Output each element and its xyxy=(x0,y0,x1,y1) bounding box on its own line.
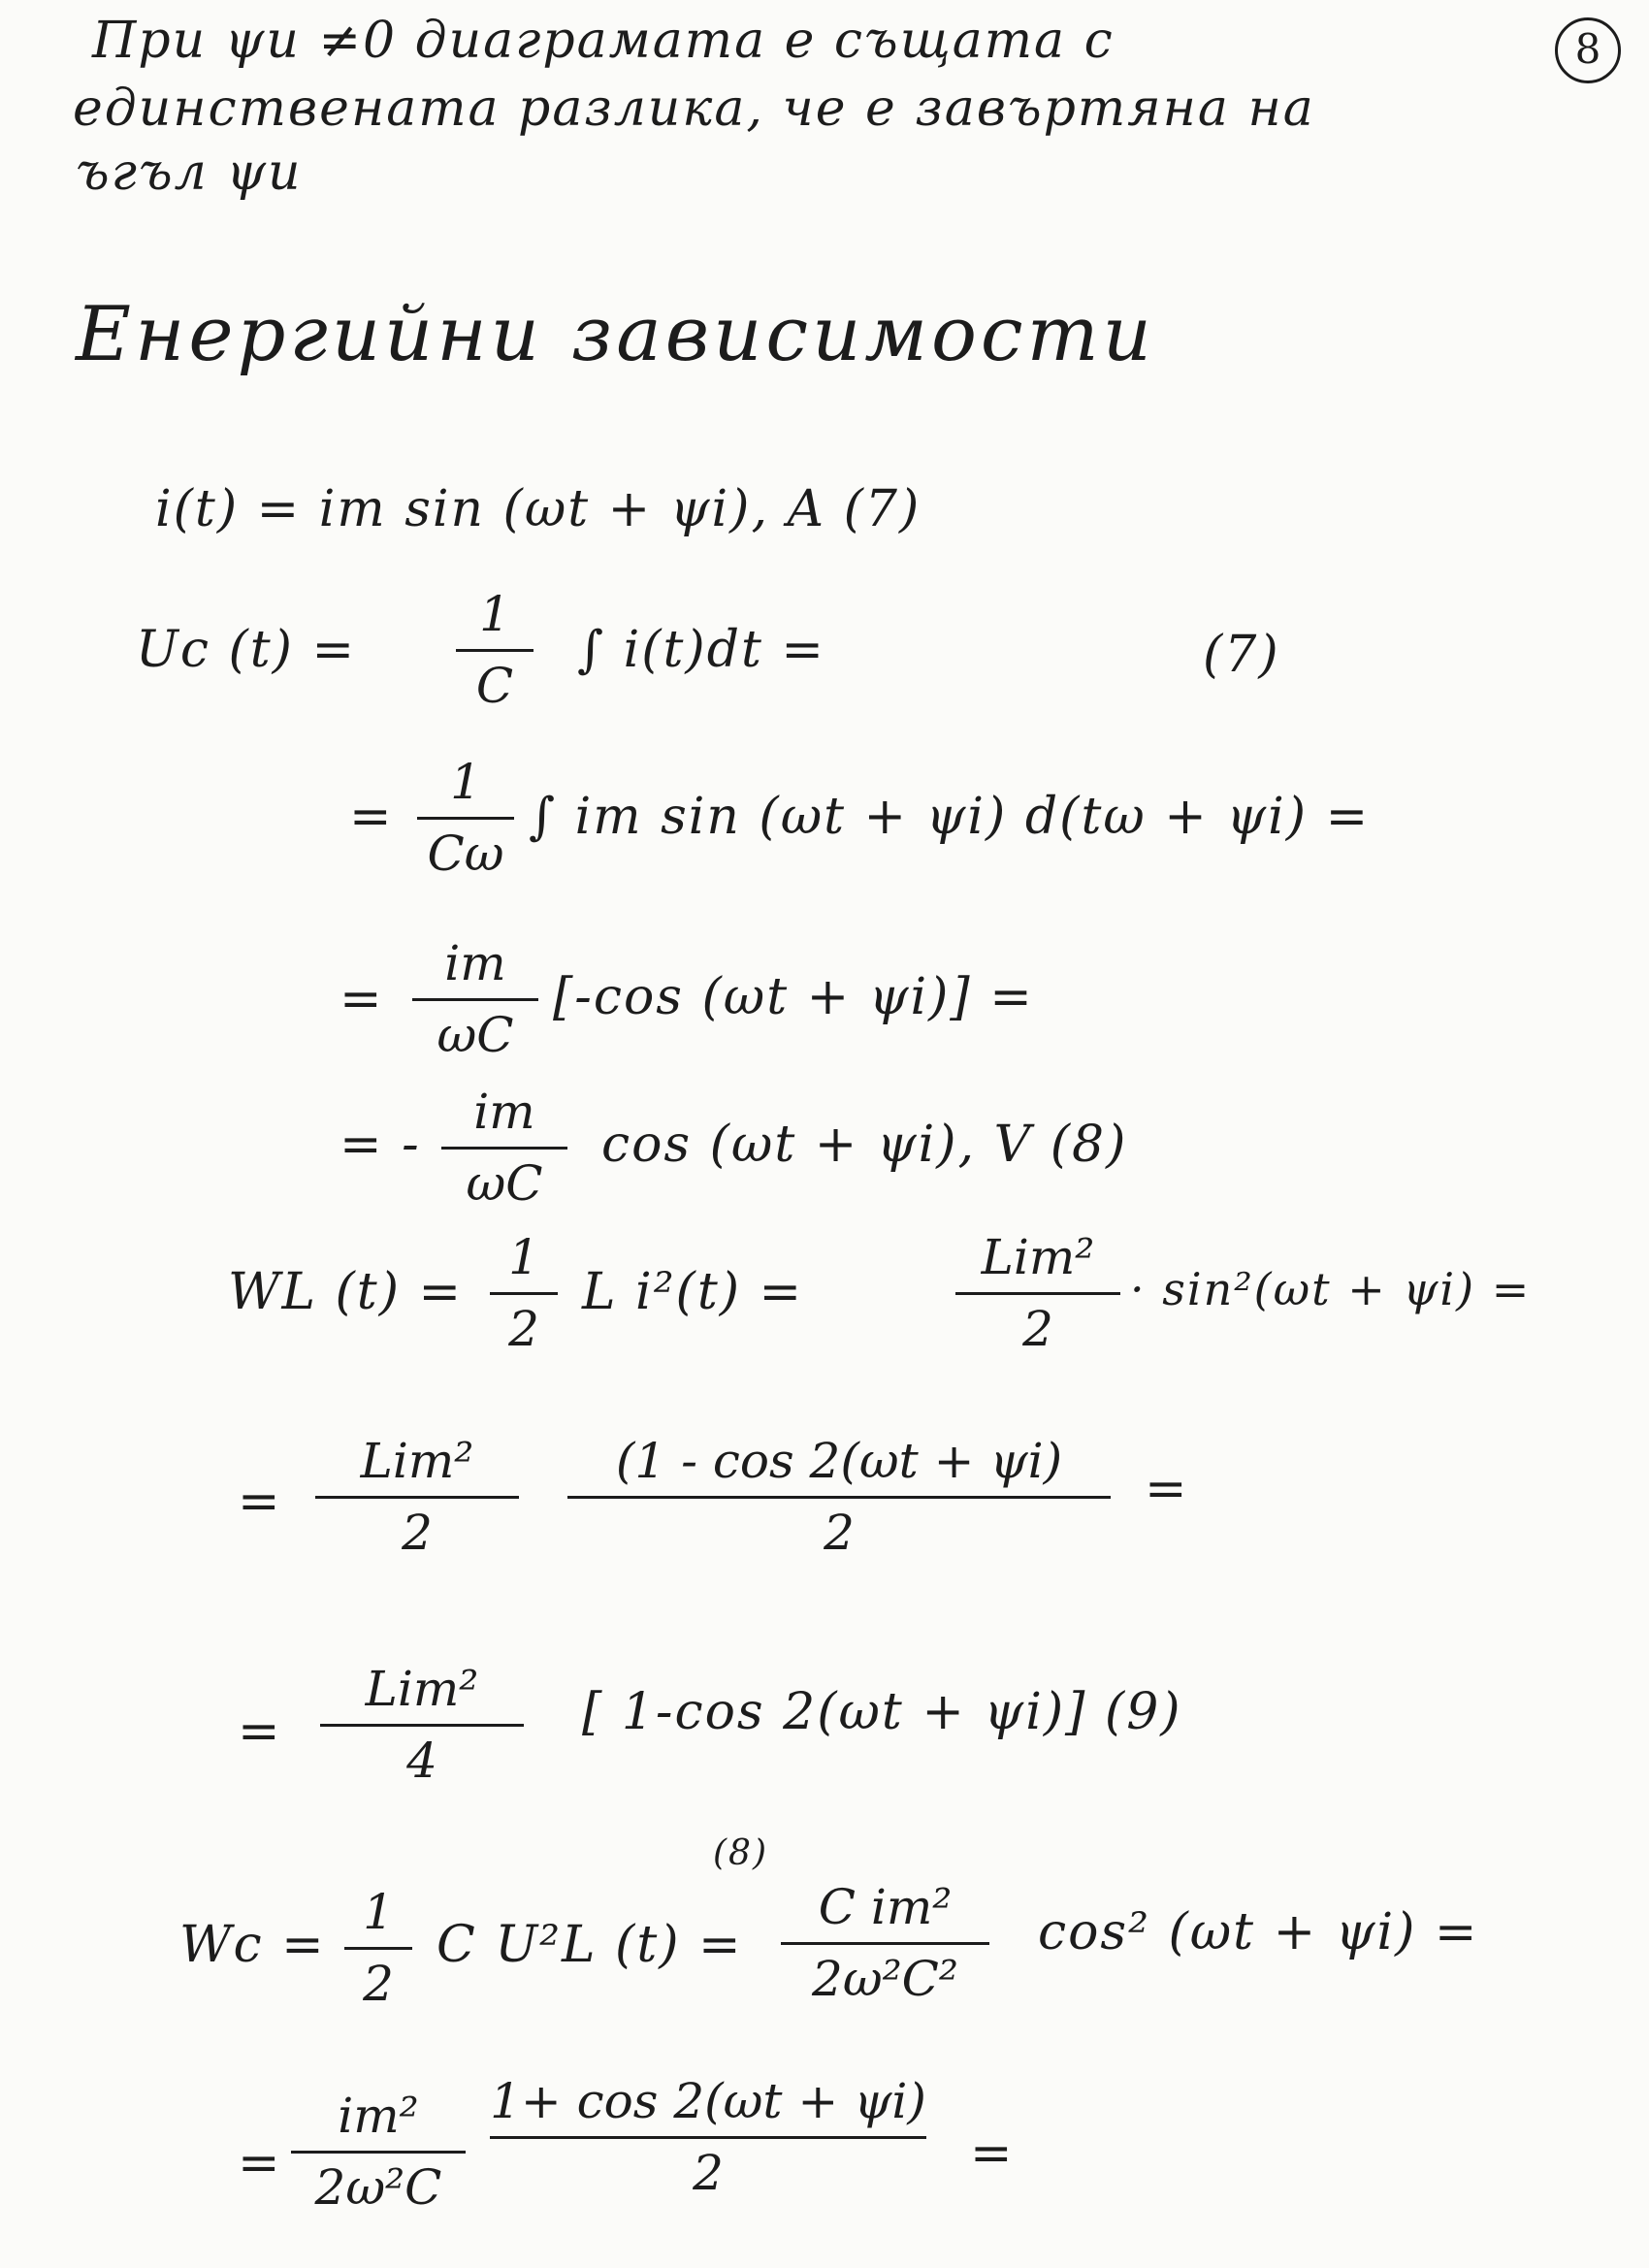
wl-lhs: WL (t) = xyxy=(228,1263,464,1321)
wc2-fraction-2-bar xyxy=(490,2136,926,2139)
uc-rhs: ∫ i(t)dt = xyxy=(577,621,826,679)
wc-fraction-1 xyxy=(344,1882,412,2014)
uc-fraction-num: 1 xyxy=(479,586,510,642)
wl2-eq: = xyxy=(238,1473,282,1531)
wl3-fraction-den: 4 xyxy=(406,1732,437,1789)
wc2-eq: = xyxy=(238,2134,282,2192)
wc-fraction-1-den: 2 xyxy=(363,1955,394,2012)
step4-fraction-den: ωC xyxy=(466,1154,543,1212)
equation-7: i(t) = im sin (ωt + ψi), A (7) xyxy=(155,480,922,538)
wl2-fraction-2-den: 2 xyxy=(824,1504,855,1561)
wl-fraction-1-num: 1 xyxy=(508,1229,539,1285)
uc-tag: (7) xyxy=(1203,626,1280,684)
wc-fraction-2 xyxy=(781,1877,989,2009)
step2-fraction xyxy=(417,752,514,884)
wc-fraction-2-bar xyxy=(781,1942,989,1945)
wl2-fraction-2 xyxy=(567,1431,1111,1563)
step4-rhs: cos (ωt + ψi), V (8) xyxy=(601,1116,1128,1174)
step2-rhs: ∫ im sin (ωt + ψi) d(tω + ψi) = xyxy=(529,788,1371,846)
step3-eq: = xyxy=(340,970,384,1028)
step3-rhs: [-cos (ωt + ψi)] = xyxy=(553,968,1034,1026)
page-number: 8 xyxy=(1555,17,1621,83)
wc2-fraction-1 xyxy=(291,2086,466,2218)
wl2-fraction-1 xyxy=(315,1431,519,1563)
uc-fraction-bar xyxy=(456,649,534,652)
wc2-fraction-2-den: 2 xyxy=(693,2144,724,2201)
wl-fraction-1 xyxy=(490,1227,558,1359)
wc2-fraction-2-num: 1+ cos 2(ωt + ψi) xyxy=(490,2073,926,2129)
step4-eq: = - xyxy=(340,1116,421,1174)
step4-fraction-num: im xyxy=(473,1084,535,1140)
intro-line-1: При ψи ≠0 диаграмата е същата с xyxy=(92,12,1115,70)
wl2-fraction-2-num: (1 - cos 2(ωt + ψi) xyxy=(615,1433,1063,1489)
wl2-fraction-1-den: 2 xyxy=(402,1504,433,1561)
wl2-fraction-1-num: Lim² xyxy=(360,1433,474,1489)
uc-lhs: Uc (t) = xyxy=(136,621,357,679)
step3-fraction-den: ωC xyxy=(436,1006,514,1063)
wc-fraction-1-num: 1 xyxy=(363,1884,394,1940)
wl-fraction-1-bar xyxy=(490,1292,558,1295)
step3-fraction-bar xyxy=(412,998,538,1001)
wl2-fraction-1-bar xyxy=(315,1496,519,1499)
step3-fraction xyxy=(412,933,538,1065)
intro-line-2: единствената разлика, че е завъртяна на xyxy=(73,80,1315,138)
step2-eq: = xyxy=(349,788,394,846)
section-heading: Енергийни зависимости xyxy=(76,291,1155,378)
wc2-fraction-1-den: 2ω²C xyxy=(314,2158,442,2216)
wl-fraction-2-num: Lim² xyxy=(981,1229,1095,1285)
wl-fraction-2-bar xyxy=(955,1292,1120,1295)
wl-fraction-2 xyxy=(955,1227,1120,1359)
wl2-fraction-2-bar xyxy=(567,1496,1111,1499)
wl-rhs: · sin²(ωt + ψi) = xyxy=(1130,1263,1532,1315)
wc2-fraction-1-num: im² xyxy=(338,2088,419,2144)
wc2-fraction-1-bar xyxy=(291,2151,466,2154)
uc-fraction-den: C xyxy=(475,657,514,714)
step3-fraction-num: im xyxy=(444,935,506,991)
wl3-eq: = xyxy=(238,1702,282,1761)
wl3-rhs: [ 1-cos 2(ωt + ψi)] (9) xyxy=(582,1683,1182,1741)
intro-line-3: ъгъл ψи xyxy=(76,144,303,202)
step4-fraction xyxy=(441,1082,567,1214)
wl3-fraction-num: Lim² xyxy=(365,1661,479,1717)
wc2-fraction-2 xyxy=(490,2071,926,2203)
wl-fraction-1-den: 2 xyxy=(508,1300,539,1357)
wc2-tail: = xyxy=(970,2124,1015,2183)
wl-fraction-2-den: 2 xyxy=(1022,1300,1053,1357)
wc-lhs: Wc = xyxy=(179,1916,326,1974)
step2-fraction-bar xyxy=(417,817,514,820)
wc-mid: C U²L (t) = xyxy=(436,1916,743,1974)
step2-fraction-num: 1 xyxy=(450,754,481,810)
wl2-tail: = xyxy=(1145,1460,1189,1518)
wl3-fraction xyxy=(320,1659,524,1791)
wc-fraction-2-num: C im² xyxy=(818,1879,953,1935)
uc-fraction xyxy=(456,584,534,716)
wc-fraction-1-bar xyxy=(344,1947,412,1950)
wl3-fraction-bar xyxy=(320,1724,524,1727)
step4-fraction-bar xyxy=(441,1147,567,1150)
wc-ref: (8) xyxy=(713,1833,768,1873)
wl-mid: L i²(t) = xyxy=(582,1263,804,1321)
step2-fraction-den: Cω xyxy=(427,825,504,882)
wc-fraction-2-den: 2ω²C² xyxy=(812,1950,958,2007)
wc-rhs: cos² (ωt + ψi) = xyxy=(1038,1903,1479,1961)
